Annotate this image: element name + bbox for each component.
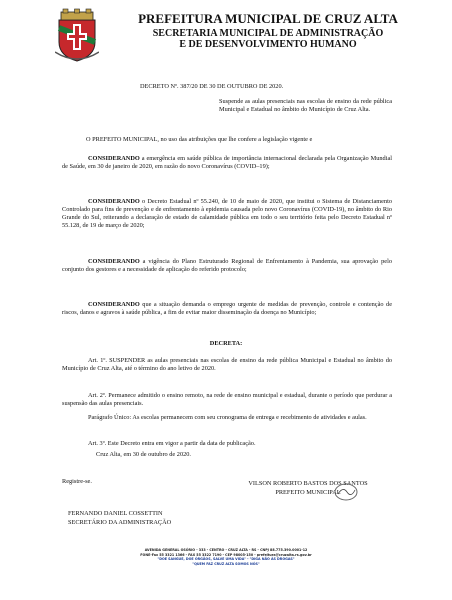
mayor-signature-block xyxy=(223,479,393,497)
intro-paragraph: O PREFEITO MUNICIPAL, no uso das atribuições que lhe confere a legislação vigente e xyxy=(86,136,313,143)
article-paragraph xyxy=(62,414,392,422)
coat-of-arms-icon xyxy=(55,8,99,64)
mayor-name: VILSON ROBERTO BASTOS DOS SANTOS xyxy=(248,480,368,487)
consideration-lead: CONSIDERANDO xyxy=(88,198,140,205)
consideration-text: a vigência do Plano Estruturado Regional de Enfrentamento à Pandemia, sua aprovação pelo conjunto dos gestores e a necessidade de aplicação do referido protocolo; xyxy=(62,258,392,273)
article-paragraph-text: Parágrafo Único: As escolas permanecem com seu cronograma de entrega e recebimento de atividades e aulas. xyxy=(88,414,367,421)
secretary-title: SECRETÁRIO DA ADMINISTRAÇÃO xyxy=(68,519,172,526)
consideration-paragraph xyxy=(62,155,392,171)
consideration-lead: CONSIDERANDO xyxy=(88,155,140,162)
footer-phones: FONE-Fax 55 3321 1366 - FAX 55 3322 7190 - CEP 98005-150 - prefeitura@cruzalta.rs.gov.br xyxy=(140,552,312,557)
consideration-text: a emergência em saúde pública de importância internacional declarada pela Organização Mundial de Saúde, em 30 de janeiro de 2020, em razão do novo Coronavírus (COVID–19); xyxy=(62,155,392,170)
article-3 xyxy=(62,440,392,448)
consideration-paragraph xyxy=(62,198,392,230)
header-subtitle-2: E DE DESENVOLVIMENTO HUMANO xyxy=(179,39,357,50)
secretary-signature-block xyxy=(68,509,171,527)
header-subtitle: SECRETARIA MUNICIPAL DE ADMINISTRAÇÃO xyxy=(152,28,384,39)
official-stamp-icon xyxy=(333,482,359,502)
footer-address: AVENIDA GENERAL OSÓRIO - 333 - CENTRO - CRUZ ALTA - RS - CNPJ 88.775.390.0001-12 xyxy=(144,548,308,552)
secretary-name: FERNANDO DANIEL COSSETTIN xyxy=(68,510,163,517)
article-3-text: Art. 3º. Este Decreto entra em vigor a partir da data de publicação. xyxy=(88,440,256,447)
consideration-paragraph xyxy=(62,301,392,317)
decree-number: DECRETO Nº. 387/20 DE 30 DE OUTUBRO DE 2020. xyxy=(140,83,284,90)
article-1 xyxy=(62,357,392,373)
article-1-text: Art. 1º. SUSPENDER as aulas presenciais nas escolas de ensino da rede pública Municipal e Estadual no âmbito do Município de Cruz Alta, até o término do ano letivo de 2020. xyxy=(62,357,392,372)
header-title: PREFEITURA MUNICIPAL DE CRUZ ALTA xyxy=(138,11,398,26)
footer-slogan: "DOE SANGUE, DOE ÓRGÃOS, SALVE UMA VIDA" - "DIGA NÃO ÀS DROGAS" xyxy=(157,557,295,562)
consideration-lead: CONSIDERANDO xyxy=(88,258,140,265)
mayor-title: PREFEITO MUNICIPAL xyxy=(275,489,341,496)
decreta-heading: DECRETA: xyxy=(209,340,243,347)
article-2-text: Art. 2º. Permanece admitido o ensino remoto, na rede de ensino municipal e estadual, durante o período que perdurar a suspensão das aulas presenciais. xyxy=(62,392,392,407)
decree-summary: Suspende as aulas presenciais nas escolas de ensino da rede pública Municipal e Estadual no âmbito do Município de Cruz Alta. xyxy=(219,98,392,113)
consideration-text: que a situação demanda o emprego urgente de medidas de prevenção, controle e contenção de riscos, danos e agravos à saúde pública, a fim de evitar maior disseminação da doença no Município; xyxy=(62,301,392,316)
date-place: Cruz Alta, em 30 de outubro de 2020. xyxy=(96,451,191,458)
article-2 xyxy=(62,392,392,408)
consideration-lead: CONSIDERANDO xyxy=(88,301,140,308)
register-note: Registre-se. xyxy=(62,478,92,485)
consideration-text: o Decreto Estadual nº 55.240, de 10 de maio de 2020, que institui o Sistema de Distanciamento Controlado para fins de prevenção e de enfrentamento à epidemia causada pelo novo Coronavírus (COVID-19), no âmbito do Rio Grande do Sul, reiterando a declaração de estado de calamidade pública em todo o seu território feita pelo Decreto Estadual nº 55.128, de 19 de março de 2020; xyxy=(62,198,392,229)
footer-slogan-2: "QUEM FAZ CRUZ ALTA SOMOS NÓS" xyxy=(192,561,260,566)
footer xyxy=(30,548,422,566)
consideration-paragraph xyxy=(62,258,392,274)
